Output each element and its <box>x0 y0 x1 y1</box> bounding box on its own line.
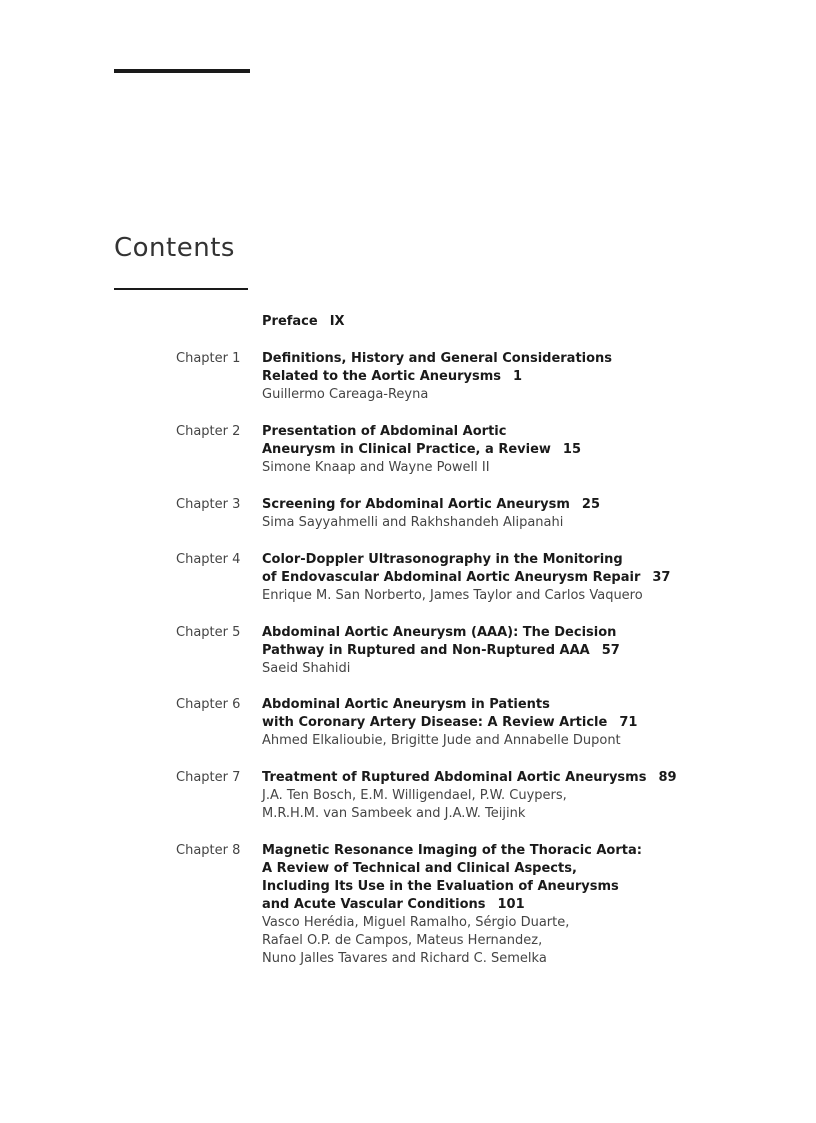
author-line: Simone Knaap and Wayne Powell II <box>262 460 490 475</box>
chapter-title-line: Aneurysm in Clinical Practice, a Review 15 <box>262 442 581 457</box>
chapter-page-number: 89 <box>658 770 677 785</box>
chapter-body <box>262 551 736 605</box>
chapter-label: Chapter 6 <box>176 697 241 712</box>
author-line: Rafael O.P. de Campos, Mateus Hernandez, <box>262 933 543 948</box>
author-line: Vasco Herédia, Miguel Ramalho, Sérgio Duarte, <box>262 915 570 930</box>
chapter-label: Chapter 3 <box>176 497 241 512</box>
chapter-authors <box>262 459 736 477</box>
chapter-title-line: Color-Doppler Ultrasonography in the Monitoring <box>262 552 623 567</box>
chapter-title-line: Including Its Use in the Evaluation of Aneurysms <box>262 879 619 894</box>
preface-page-number: IX <box>329 314 345 329</box>
chapter-body <box>262 496 736 532</box>
chapter-label: Chapter 7 <box>176 770 241 785</box>
chapter-title <box>262 769 736 787</box>
chapter-body <box>262 350 736 404</box>
chapter-title-line: Pathway in Ruptured and Non-Ruptured AAA 57 <box>262 643 620 658</box>
chapter-page-number: 25 <box>581 497 601 512</box>
chapter-title-line: Related to the Aortic Aneurysms 1 <box>262 369 523 384</box>
chapter-title-line: Definitions, History and General Considerations <box>262 351 613 366</box>
chapter-page-number: 71 <box>619 715 638 730</box>
chapter-label: Chapter 1 <box>176 351 241 366</box>
chapter-title-line: Magnetic Resonance Imaging of the Thoracic Aorta: <box>262 843 642 858</box>
chapter-label: Chapter 4 <box>176 552 241 567</box>
preface-body <box>262 313 736 331</box>
chapter-body <box>262 769 736 823</box>
chapter-title <box>262 350 736 386</box>
chapter-title-line: and Acute Vascular Conditions 101 <box>262 897 525 912</box>
chapter-title-line: Abdominal Aortic Aneurysm (AAA): The Decision <box>262 625 617 640</box>
chapter-title <box>262 551 736 587</box>
preface-title <box>262 313 736 331</box>
chapter-title-line: Presentation of Abdominal Aortic <box>262 424 507 439</box>
chapter-title <box>262 624 736 660</box>
author-line: Enrique M. San Norberto, James Taylor and Carlos Vaquero <box>262 588 643 603</box>
chapter-title-line: of Endovascular Abdominal Aortic Aneurysm Repair 37 <box>262 570 671 585</box>
chapter-title-line: Abdominal Aortic Aneurysm in Patients <box>262 697 550 712</box>
chapter-title-line: A Review of Technical and Clinical Aspects, <box>262 861 577 876</box>
preface-label: Preface <box>262 314 318 329</box>
chapter-authors <box>262 660 736 678</box>
chapter-label: Chapter 5 <box>176 625 241 640</box>
chapter-page-number: 57 <box>601 643 620 658</box>
chapter-label: Chapter 2 <box>176 424 241 439</box>
chapter-label: Chapter 8 <box>176 843 241 858</box>
chapter-title <box>262 696 736 732</box>
page-title: Contents <box>114 233 235 263</box>
chapter-body <box>262 842 736 968</box>
author-line: Guillermo Careaga-Reyna <box>262 387 429 402</box>
author-line: Ahmed Elkalioubie, Brigitte Jude and Annabelle Dupont <box>262 733 621 748</box>
chapter-authors <box>262 732 736 750</box>
chapter-title-line: Treatment of Ruptured Abdominal Aortic Aneurysms 89 <box>262 770 677 785</box>
chapter-page-number: 101 <box>497 897 525 912</box>
chapter-authors <box>262 587 736 605</box>
author-line: M.R.H.M. van Sambeek and J.A.W. Teijink <box>262 806 526 821</box>
chapter-page-number: 15 <box>562 442 581 457</box>
chapter-body <box>262 423 736 477</box>
chapter-authors <box>262 514 736 532</box>
chapter-title-line: Screening for Abdominal Aortic Aneurysm 25 <box>262 497 601 512</box>
chapter-title <box>262 496 736 514</box>
author-line: J.A. Ten Bosch, E.M. Willigendael, P.W. Cuypers, <box>262 788 567 803</box>
author-line: Nuno Jalles Tavares and Richard C. Semelka <box>262 951 547 966</box>
chapter-page-number: 37 <box>652 570 671 585</box>
chapter-title <box>262 423 736 459</box>
chapter-body <box>262 696 736 750</box>
chapter-authors <box>262 914 736 968</box>
author-line: Saeid Shahidi <box>262 661 351 676</box>
chapter-body <box>262 624 736 678</box>
chapter-title-line: with Coronary Artery Disease: A Review Article 71 <box>262 715 638 730</box>
chapter-authors <box>262 787 736 823</box>
chapter-page-number: 1 <box>513 369 523 384</box>
chapter-authors <box>262 386 736 404</box>
author-line: Sima Sayyahmelli and Rakhshandeh Alipanahi <box>262 515 564 530</box>
chapter-title <box>262 842 736 914</box>
